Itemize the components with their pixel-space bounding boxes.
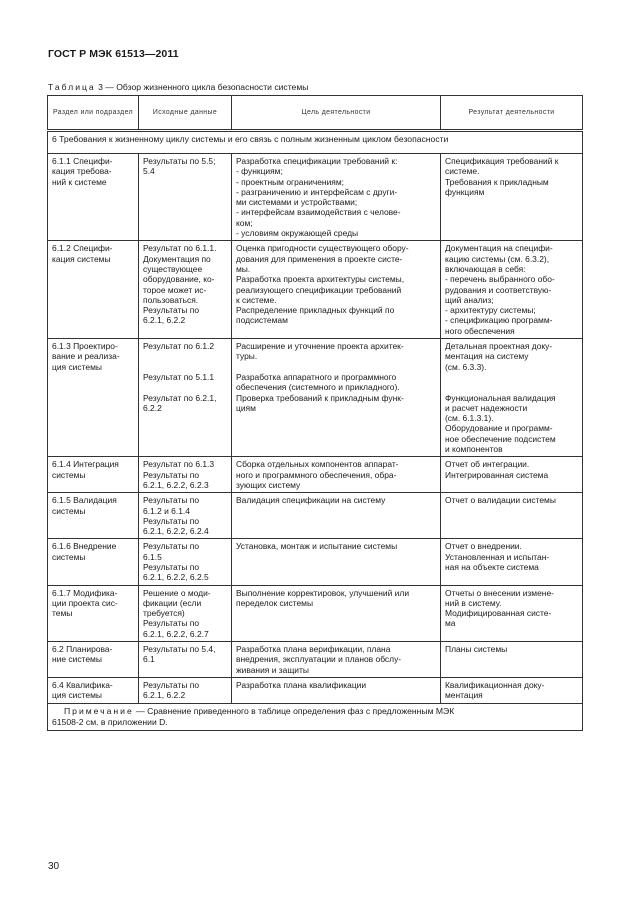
cell-line: 6.2 Планирова-	[52, 644, 113, 655]
cell-line: ного обеспечения	[445, 325, 515, 336]
cell-line: ком;	[236, 217, 253, 228]
cell-line: 6.2.2	[143, 402, 162, 413]
cell-line: Спецификация требований к	[445, 156, 559, 166]
cell-line: Разработка аппаратного и программного	[236, 371, 397, 382]
table-header-row	[48, 96, 583, 131]
result-cell	[441, 241, 583, 339]
cell-line	[445, 382, 578, 392]
cell-line: Оборудование и программ-	[445, 423, 553, 434]
cell-line: Детальная проектная доку-	[445, 341, 553, 352]
inputs-cell	[139, 154, 232, 241]
cell-line: Результаты по	[143, 305, 200, 316]
cell-line: функциям	[445, 186, 485, 197]
cell-line: оборудование, ко-	[143, 274, 215, 285]
inputs-cell	[139, 677, 232, 703]
cell-line: 6.1.1 Специфи-	[52, 156, 113, 166]
cell-line: Результаты по	[143, 515, 200, 526]
cell-line: Результат по 5.1.1	[143, 371, 215, 382]
cell-line: мы.	[236, 263, 251, 274]
cell-line: 6.1.3 Проектиро-	[52, 341, 118, 352]
cell-line: 5.4	[143, 166, 155, 177]
cell-line: ция системы	[52, 361, 102, 372]
cell-line: Планы системы	[445, 644, 508, 655]
column-header-inputs: Исходные данные	[139, 96, 232, 131]
cell-line: 6.1	[143, 654, 155, 665]
cell-line: 6.2.1, 6.2.2, 6.2.4	[143, 526, 209, 537]
cell-line: Результат по 6.1.2	[143, 341, 215, 352]
cell-line: пользоваться.	[143, 294, 199, 305]
cell-line: кацию системы (см. 6.3.2),	[445, 253, 550, 264]
cell-line: к системе.	[236, 294, 277, 305]
cell-line: 6.2.1, 6.2.2	[143, 315, 186, 326]
cell-line: Результат по 6.1.1.	[143, 243, 217, 254]
cell-line: ное обеспечение подсистем	[445, 433, 556, 444]
cell-line: Установка, монтаж и испытание системы	[236, 541, 398, 552]
cell-line: ного и программного обеспечения, обра-	[236, 469, 397, 480]
cell-line: - спецификацию программ-	[445, 315, 553, 326]
table-row	[48, 339, 583, 457]
cell-line: Расширение и уточнение проекта архитек-	[236, 341, 404, 352]
cell-line: Функциональная валидация	[445, 392, 556, 403]
table-row	[48, 539, 583, 585]
cell-line: Отчет о внедрении.	[445, 541, 522, 552]
activity-cell	[232, 493, 441, 539]
cell-line: Интегрированная система	[445, 469, 549, 480]
activity-cell	[232, 642, 441, 678]
cell-line: - интерфейсам взаимодействия с челове-	[236, 207, 401, 218]
note-row	[48, 703, 583, 730]
cell-line: ний к системе	[52, 176, 107, 187]
cell-line: Валидация спецификации на систему	[236, 495, 386, 506]
cell-line: Разработка плана квалификации	[236, 679, 367, 690]
inputs-cell	[139, 241, 232, 339]
table-row	[48, 493, 583, 539]
result-cell	[441, 585, 583, 641]
cell-line: Результаты по	[143, 495, 200, 506]
section-cell	[48, 677, 139, 703]
cell-line: ний в систему.	[445, 597, 502, 608]
cell-line: Проверка требований к прикладным функ-	[236, 392, 404, 403]
cell-line: 6.4 Квалифика-	[52, 679, 113, 690]
activity-cell	[232, 457, 441, 493]
result-cell	[441, 339, 583, 457]
cell-line: Результаты по	[143, 541, 200, 552]
cell-line: Решение о моди-	[143, 587, 211, 598]
cell-line: 6.2.1, 6.2.2, 6.2.3	[143, 479, 209, 490]
cell-line: - разграничению и интерфейсам с други-	[236, 186, 398, 197]
cell-line: - проектным ограничениям;	[236, 176, 345, 187]
cell-line: 6.2.1, 6.2.2	[143, 690, 186, 701]
cell-line: ментация	[445, 690, 483, 701]
cell-line: ми системами и устройствами;	[236, 197, 358, 208]
cell-line: требуется)	[143, 608, 185, 619]
cell-line: системы	[52, 551, 86, 562]
cell-line: Разработка проекта архитектуры системы,	[236, 274, 405, 285]
cell-line: Результаты по	[143, 469, 200, 480]
cell-line: живания и защиты	[236, 664, 309, 675]
cell-line: Оценка пригодности существующего обору-	[236, 243, 409, 254]
cell-line: - функциям;	[236, 166, 283, 177]
activity-cell	[232, 339, 441, 457]
cell-line: циям	[236, 402, 256, 413]
cell-line: кация требова-	[52, 166, 112, 177]
cell-line: зующих систему	[236, 479, 301, 490]
cell-line: 6.1.2 и 6.1.4	[143, 505, 190, 516]
section-cell	[48, 539, 139, 585]
cell-line: обеспечения (системного и прикладного).	[236, 382, 400, 393]
cell-line: 6.2.1, 6.2.2, 6.2.5	[143, 572, 209, 583]
table-note	[48, 703, 583, 730]
cell-line: - перечень выбранного обо-	[445, 274, 555, 285]
cell-line: Отчет о валидации системы	[445, 495, 556, 506]
caption-text: — Обзор жизненного цикла безопасности системы	[105, 82, 309, 92]
cell-line: ма	[445, 618, 456, 629]
column-header-result: Результат деятельности	[441, 96, 583, 131]
section-heading-row	[48, 131, 583, 154]
result-cell	[441, 677, 583, 703]
cell-line: ние системы	[52, 654, 102, 665]
cell-line: (см. 6.3.3).	[445, 361, 487, 372]
cell-line: и расчет надежности	[445, 402, 528, 413]
column-header-activity: Цель деятельности	[232, 96, 441, 131]
cell-line: Отчет об интеграции.	[445, 459, 530, 470]
inputs-cell	[139, 493, 232, 539]
table-row	[48, 677, 583, 703]
section-cell	[48, 493, 139, 539]
cell-line: Документация по	[143, 253, 211, 264]
cell-line: 6.1.5	[143, 551, 162, 562]
section-heading: 6 Требования к жизненному циклу системы и его связь с полным жизненным циклом безопасности	[48, 131, 583, 154]
cell-line	[143, 362, 227, 372]
cell-line: Результаты по	[143, 618, 200, 629]
table-row	[48, 457, 583, 493]
caption-number: 3	[98, 82, 103, 92]
inputs-cell	[139, 585, 232, 641]
document-header: ГОСТ Р МЭК 61513—2011	[48, 48, 179, 60]
cell-line	[143, 351, 227, 361]
cell-line: Установленная и испытан-	[445, 551, 550, 562]
cell-line: 6.1.5 Валидация	[52, 495, 117, 506]
cell-line: торое может ис-	[143, 284, 207, 295]
cell-line: переделок системы	[236, 597, 314, 608]
page-number: 30	[48, 861, 60, 872]
cell-line: Результат по 6.2.1,	[143, 392, 217, 403]
cell-line: дования для применения в проекте систе-	[236, 253, 403, 264]
cell-line: Распределение прикладных функций по	[236, 305, 395, 316]
inputs-cell	[139, 642, 232, 678]
cell-line: Разработка спецификации требований к:	[236, 156, 398, 166]
section-cell	[48, 241, 139, 339]
cell-line: фикации (если	[143, 597, 202, 608]
cell-line: щий анализ;	[445, 294, 494, 305]
cell-line: и компонентов	[445, 444, 503, 455]
activity-cell	[232, 539, 441, 585]
cell-line: ная на объекте система	[445, 561, 539, 572]
cell-line: существующее	[143, 263, 203, 274]
cell-line: - архитектуру системы;	[445, 305, 536, 316]
cell-line: ментация на систему	[445, 351, 529, 362]
cell-line: рудования и соответствую-	[445, 284, 552, 295]
cell-line: Отчеты о внесении измене-	[445, 587, 554, 598]
activity-cell	[232, 154, 441, 241]
cell-line: Результаты по 5.5;	[143, 156, 216, 166]
cell-line: Результаты по	[143, 561, 200, 572]
activity-cell	[232, 585, 441, 641]
cell-line: ция системы	[52, 690, 102, 701]
result-cell	[441, 154, 583, 241]
note-text-line2: 61508-2 см. в приложении D.	[52, 716, 168, 727]
cell-line: Документация на специфи-	[445, 243, 553, 254]
caption-lead: Таблица	[48, 82, 96, 92]
cell-line: - условиям окружающей среды	[236, 228, 359, 239]
cell-line: 6.2.1, 6.2.2, 6.2.7	[143, 628, 209, 639]
cell-line	[143, 382, 227, 392]
cell-line: Модифицированная систе-	[445, 608, 552, 619]
table-row	[48, 241, 583, 339]
cell-line: системе.	[445, 166, 480, 177]
activity-cell	[232, 677, 441, 703]
cell-line: 6.1.2 Специфи-	[52, 243, 113, 254]
cell-line	[236, 362, 436, 372]
cell-line: Выполнение корректировок, улучшений или	[236, 587, 410, 598]
result-cell	[441, 457, 583, 493]
section-cell	[48, 642, 139, 678]
cell-line: Результат по 6.1.3	[143, 459, 215, 470]
cell-line: (см. 6.1.3.1).	[445, 413, 494, 424]
result-cell	[441, 642, 583, 678]
cell-line: реализующего спецификации требований	[236, 284, 402, 295]
table-row	[48, 585, 583, 641]
result-cell	[441, 539, 583, 585]
inputs-cell	[139, 539, 232, 585]
inputs-cell	[139, 339, 232, 457]
cell-line: Квалификационная доку-	[445, 679, 545, 690]
table-caption	[48, 82, 308, 92]
cell-line	[445, 372, 578, 382]
cell-line: включающая в себя:	[445, 263, 526, 274]
lifecycle-table	[47, 95, 583, 731]
cell-line: Результаты по 5.4,	[143, 644, 216, 655]
cell-line: внедрения, эксплуатации и планов обслу-	[236, 654, 402, 665]
section-cell	[48, 585, 139, 641]
note-text-line1: — Сравнение приведенного в таблице определения фаз с предложенным МЭК	[136, 705, 455, 716]
cell-line: вание и реализа-	[52, 351, 120, 362]
cell-line: туры.	[236, 351, 258, 362]
section-cell	[48, 339, 139, 457]
section-cell	[48, 154, 139, 241]
inputs-cell	[139, 457, 232, 493]
column-header-section: Раздел или подраздел	[48, 96, 139, 131]
cell-line: Требования к прикладным	[445, 176, 549, 187]
cell-line: Разработка плана верификации, плана	[236, 644, 391, 655]
cell-line: подсистемам	[236, 315, 288, 326]
cell-line: 6.1.4 Интеграция	[52, 459, 119, 470]
cell-line: кация системы	[52, 253, 111, 264]
cell-line: 6.1.6 Внедрение	[52, 541, 117, 552]
cell-line: ции проекта сис-	[52, 597, 118, 608]
cell-line: Сборка отдельных компонентов аппарат-	[236, 459, 399, 470]
section-cell	[48, 457, 139, 493]
result-cell	[441, 493, 583, 539]
note-lead: Примечание	[64, 705, 134, 716]
cell-line: Результаты по	[143, 679, 200, 690]
table-row	[48, 154, 583, 241]
cell-line: темы	[52, 608, 73, 619]
cell-line: системы	[52, 469, 86, 480]
activity-cell	[232, 241, 441, 339]
table-row	[48, 642, 583, 678]
cell-line: 6.1.7 Модифика-	[52, 587, 118, 598]
cell-line: системы	[52, 505, 86, 516]
